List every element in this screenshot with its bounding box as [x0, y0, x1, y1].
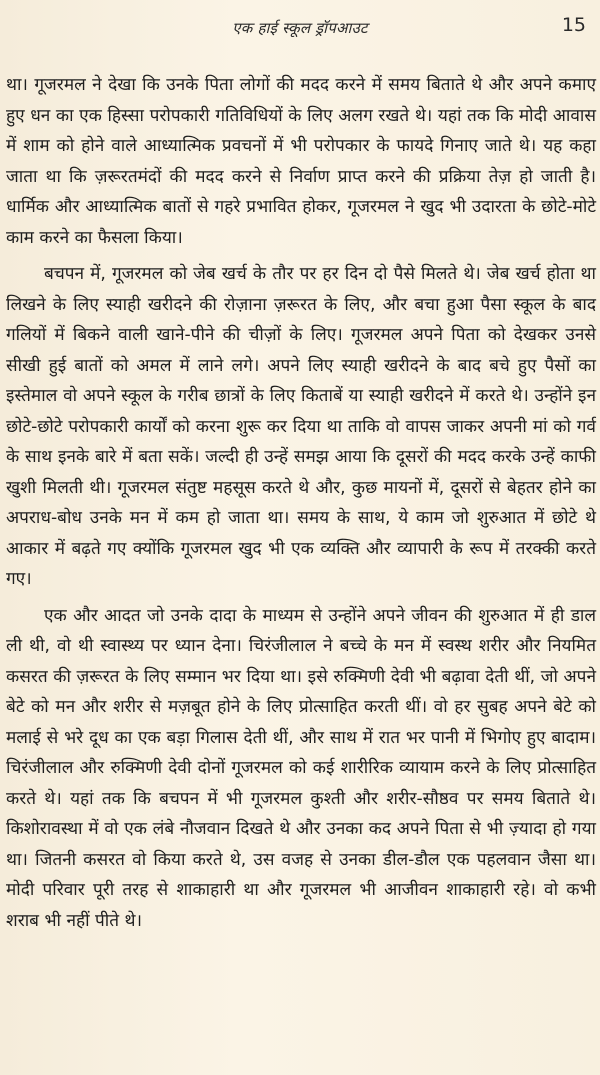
paragraph-2: बचपन में, गूजरमल को जेब खर्च के तौर पर हर दिन दो पैसे मिलते थे। जेब खर्च होता था लिखने के लिए स्याही खरीदने की रोज़ाना ज़रूरत के लिए, और बचा हुआ पैसा स्कूल के बाद गलियों में बिकने वाली खाने-पीने की चीज़ों के लिए। गूजरमल अपने पिता को देखकर उनसे सीखी हुई बातों को अमल में लाने लगे। अपने लिए स्याही खरीदने के बाद बचे हुए पैसों का इस्तेमाल वो अपने स्कूल के गरीब छात्रों के लिए किताबें या स्याही खरीदने में करते थे। उन्होंने इन छोटे-छोटे परोपकारी कार्यों को करना शुरू कर दिया था ताकि वो वापस जाकर अपनी मां को गर्व के साथ इनके बारे में बता सकें। जल्दी ही उन्हें समझ आया कि दूसरों की मदद करके उन्हें काफी खुशी मिलती थी। गूजरमल संतुष्ट महसूस करते थे और, कुछ मायनों में, दूसरों से बेहतर होने का अपराध-बोध उनके मन में कम हो जाता था। समय के साथ, ये काम जो शुरुआत में छोटे थे आकार में बढ़ते गए क्योंकि गूजरमल खुद भी एक व्यक्ति और व्यापारी के रूप में तरक्की करते गए। [6, 264, 596, 589]
paragraph-1: था। गूजरमल ने देखा कि उनके पिता लोगों की मदद करने में समय बिताते थे और अपने कमाए हुए धन का एक हिस्सा परोपकारी गतिविधियों के लिए अलग रखते थे। यहां तक कि मोदी आवास में शाम को होने वाले आध्यात्मिक प्रवचनों में भी परोपकार के फायदे गिनाए जाते थे। यह कहा जाता था कि ज़रूरतमंदों की मदद करने से निर्वाण प्राप्त करने की प्रक्रिया तेज़ हो जाती है। धार्मिक और आध्यात्मिक बातों से गहरे प्रभावित होकर, गूजरमल ने खुद भी उदारता के छोटे-मोटे काम करने का फैसला किया। [6, 75, 596, 248]
page-header [0, 14, 600, 44]
running-title: एक हाई स्कूल ड्रॉपआउट [232, 19, 368, 37]
page-number: 15 [561, 14, 586, 36]
body-text [6, 70, 596, 936]
paragraph-3: एक और आदत जो उनके दादा के माध्यम से उन्होंने अपने जीवन की शुरुआत में ही डाल ली थी, वो थी स्वास्थ्य पर ध्यान देना। चिरंजीलाल ने बच्चे के मन में स्वस्थ शरीर और नियमित कसरत की ज़रूरत के लिए सम्मान भर दिया था। इसे रुक्मिणी देवी भी बढ़ावा देती थीं, जो अपने बेटे को मन और शरीर से मज़बूत होने के लिए प्रोत्साहित करती थीं। वो हर सुबह अपने बेटे को मलाई से भरे दूध का एक बड़ा गिलास देती थीं, और साथ में रात भर पानी में भिगोए हुए बादाम। चिरंजीलाल और रुक्मिणी देवी दोनों गूजरमल को कई शारीरिक व्यायाम करने के लिए प्रोत्साहित करते थे। यहां तक कि बचपन में भी गूजरमल कुश्ती और शरीर-सौष्ठव पर समय बिताते थे। किशोरावस्था में वो एक लंबे नौजवान दिखते थे और उनका कद अपने पिता से भी ज़्यादा हो गया था। जितनी कसरत वो किया करते थे, उस वजह से उनका डील-डौल एक पहलवान जैसा था। मोदी परिवार पूरी तरह से शाकाहारी था और गूजरमल भी आजीवन शाकाहारी रहे। वो कभी शराब भी नहीं पीते थे। [6, 605, 596, 931]
